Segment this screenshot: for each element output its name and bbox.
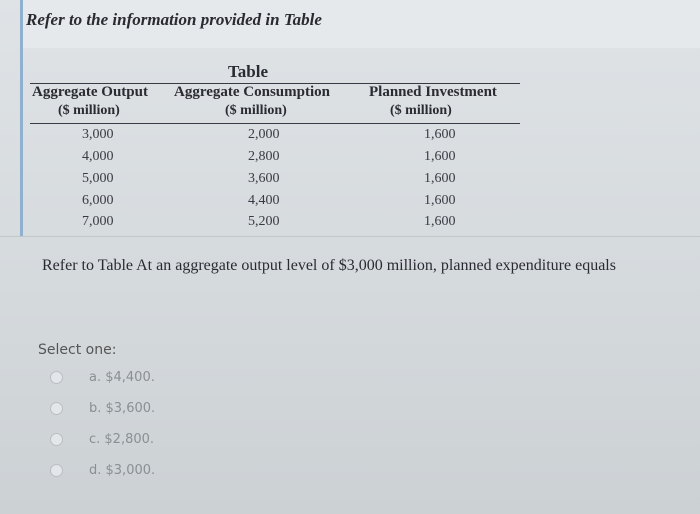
table-cell: 3,000 <box>82 127 114 142</box>
question-text: Refer to Table At an aggregate output level of $3,000 million, planned expenditure equals <box>42 257 616 274</box>
radio-button-icon[interactable] <box>50 464 63 477</box>
answer-option-a[interactable] <box>50 366 155 388</box>
question-left-border <box>20 0 23 236</box>
column-unit-aggregate-output: ($ million) <box>58 103 120 118</box>
answer-option-d[interactable] <box>50 459 155 481</box>
table-cell: 4,000 <box>82 149 114 164</box>
radio-button-icon[interactable] <box>50 433 63 446</box>
column-header-planned-investment: Planned Investment <box>369 84 497 100</box>
answer-option-label: a. $4,400. <box>89 369 155 385</box>
table-cell: 7,000 <box>82 214 114 229</box>
column-unit-planned-investment: ($ million) <box>390 103 452 118</box>
answer-option-label: b. $3,600. <box>89 400 156 416</box>
column-header-aggregate-consumption: Aggregate Consumption <box>174 84 330 100</box>
table-cell: 5,000 <box>82 171 114 186</box>
answer-option-b[interactable] <box>50 397 155 419</box>
table-cell: 2,000 <box>248 127 280 142</box>
question-title: Refer to the information provided in Table <box>26 10 322 29</box>
table-cell: 6,000 <box>82 193 114 208</box>
radio-button-icon[interactable] <box>50 402 63 415</box>
table-header-rule <box>30 123 520 124</box>
table-cell: 2,800 <box>248 149 280 164</box>
section-divider <box>0 236 700 237</box>
table-cell: 4,400 <box>248 193 280 208</box>
table-cell: 3,600 <box>248 171 280 186</box>
table-cell: 5,200 <box>248 214 280 229</box>
radio-button-icon[interactable] <box>50 371 63 384</box>
answer-option-c[interactable] <box>50 428 154 450</box>
column-unit-aggregate-consumption: ($ million) <box>225 103 287 118</box>
table-cell: 1,600 <box>424 171 456 186</box>
answer-option-label: c. $2,800. <box>89 431 155 447</box>
table-cell: 1,600 <box>424 127 456 142</box>
table-caption: Table <box>228 62 269 81</box>
column-header-aggregate-output: Aggregate Output <box>32 84 148 100</box>
table-cell: 1,600 <box>424 149 456 164</box>
table-cell: 1,600 <box>424 193 456 208</box>
answer-option-label: d. $3,000. <box>89 462 156 478</box>
table-cell: 1,600 <box>424 214 456 229</box>
select-one-label: Select one: <box>38 342 117 358</box>
